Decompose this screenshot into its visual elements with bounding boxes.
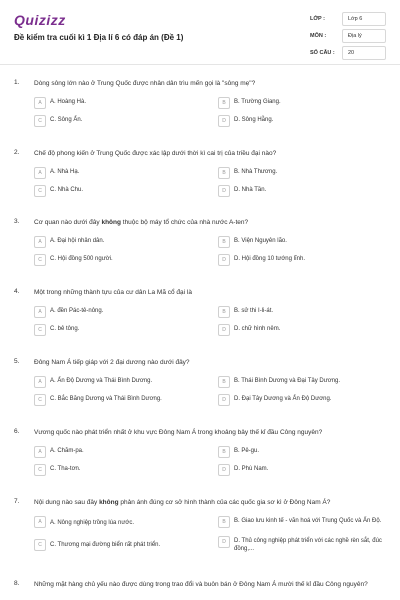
option-letter-d: D (218, 324, 230, 336)
option[interactable] (218, 516, 398, 528)
option-letter-a: A (34, 376, 46, 388)
option-text: A. đền Pác-tê-nông. (50, 308, 104, 314)
option[interactable] (218, 324, 398, 336)
meta-value-class: Lớp 6 (342, 12, 386, 26)
meta-value-subject: Địa lý (342, 29, 386, 43)
option[interactable] (218, 254, 398, 266)
option-text: D. Phù Nam. (234, 466, 269, 472)
option-letter-d: D (218, 394, 230, 406)
meta-row-count (310, 46, 386, 60)
option-letter-d: D (218, 115, 230, 127)
option-text: A. Chăm-pa. (50, 448, 84, 454)
option[interactable] (34, 324, 214, 336)
question-text: Một trong những thành tựu của cư dân La Mã cổ đại là (34, 289, 192, 296)
option-text: B. Giao lưu kinh tế - văn hoá với Trung Quốc và Ấn Độ. (234, 518, 382, 524)
option-text: C. Bắc Băng Dương và Thái Bình Dương. (50, 396, 162, 402)
option[interactable] (34, 97, 214, 109)
option-text: A. Hoàng Hà. (50, 99, 87, 105)
page-title: Đề kiểm tra cuối kì 1 Địa lí 6 có đáp án (Đề 1) (14, 33, 184, 42)
option[interactable] (218, 236, 398, 248)
question-text: Dòng sông lớn nào ở Trung Quốc được nhân dân trìu mến gọi là "sông mẹ"? (34, 80, 256, 87)
option-text: D. Nhà Tần. (234, 187, 267, 193)
option[interactable] (34, 516, 214, 528)
meta-value-count: 20 (342, 46, 386, 60)
option-letter-a: A (34, 306, 46, 318)
option-letter-a: A (34, 97, 46, 109)
options (34, 516, 386, 553)
meta-row-subject (310, 29, 386, 43)
option-text: C. Tha-tơn. (50, 466, 81, 472)
option-letter-d: D (218, 185, 230, 197)
options (34, 306, 386, 336)
option[interactable] (218, 167, 398, 179)
option-text: C. Thương mại đường biển rất phát triển. (50, 542, 161, 548)
option[interactable] (34, 254, 214, 266)
option[interactable] (34, 446, 214, 458)
option-text: A. Nông nghiệp trồng lúa nước. (50, 519, 135, 526)
question (0, 358, 400, 406)
option-letter-b: B (218, 167, 230, 179)
option-text: C. Sông Ấn. (50, 117, 83, 123)
option-text: B. sử thi I-li-át. (234, 308, 274, 314)
option-letter-c: C (34, 185, 46, 197)
option-letter-d: D (218, 536, 230, 548)
option-text: D. Thủ công nghiệp phát triển với các nghề rèn sắt, đúc đồng,... (234, 538, 382, 552)
option[interactable] (34, 376, 214, 388)
question-text: Chế độ phong kiến ở Trung Quốc được xác lập dưới thời kì cai trị của triều đại nào? (34, 150, 277, 157)
question-text: Vương quốc nào phát triển nhất ở khu vực Đông Nam Á trong khoảng bảy thế kỉ đầu Công nguyên? (34, 429, 323, 436)
option-letter-c: C (34, 539, 46, 551)
option-text: D. chữ hình nêm. (234, 326, 281, 332)
question-number: 6. (14, 428, 20, 435)
option-letter-c: C (34, 115, 46, 127)
option[interactable] (218, 376, 398, 388)
option[interactable] (34, 236, 214, 248)
option[interactable] (34, 306, 214, 318)
option-text: C. bê tông. (50, 326, 80, 332)
question-number: 2. (14, 149, 20, 156)
option-letter-b: B (218, 446, 230, 458)
question-number: 1. (14, 79, 20, 86)
question (0, 79, 400, 127)
option[interactable] (218, 446, 398, 458)
question-text: Nội dung nào sau đây không phản ánh đúng cơ sở hình thành của các quốc gia sơ kì ở Đông Nam Á? (34, 499, 331, 506)
option-text: D. Đại Tây Dương và Ấn Độ Dương. (234, 396, 332, 402)
question-text: Những mặt hàng chủ yếu nào được dùng trong trao đổi và buôn bán ở Đông Nam Á mười thế kỉ đầu Công nguyên? (34, 581, 368, 588)
option[interactable] (34, 167, 214, 179)
option[interactable] (34, 536, 214, 553)
option-letter-c: C (34, 394, 46, 406)
option[interactable] (218, 536, 398, 553)
meta-row-class (310, 12, 386, 26)
option[interactable] (34, 185, 214, 197)
option-text: A. Nhà Hạ. (50, 169, 80, 175)
option[interactable] (218, 394, 398, 406)
option-text: D. Hội đồng 10 tướng lĩnh. (234, 256, 305, 262)
option-letter-b: B (218, 516, 230, 528)
options (34, 376, 386, 406)
question (0, 149, 400, 197)
question (0, 498, 400, 553)
option-letter-c: C (34, 254, 46, 266)
option-letter-c: C (34, 464, 46, 476)
option-letter-a: A (34, 167, 46, 179)
question-number: 7. (14, 498, 20, 505)
option[interactable] (218, 464, 398, 476)
question-text: Cơ quan nào dưới đây không thuộc bộ máy tổ chức của nhà nước A-ten? (34, 219, 249, 226)
option-text: A. Đại hội nhân dân. (50, 238, 105, 244)
header (0, 0, 400, 65)
option-text: C. Nhà Chu. (50, 187, 84, 193)
meta-label: MÔN : (310, 33, 327, 39)
option[interactable] (34, 464, 214, 476)
option-text: B. Trường Giang. (234, 99, 281, 105)
question-number: 5. (14, 358, 20, 365)
option-letter-d: D (218, 464, 230, 476)
meta-label: LỚP : (310, 16, 325, 22)
option-letter-a: A (34, 446, 46, 458)
option-letter-b: B (218, 306, 230, 318)
option-letter-a: A (34, 236, 46, 248)
option-text: C. Hội đồng 500 người. (50, 256, 113, 262)
option[interactable] (218, 306, 398, 318)
option-text: B. Pê-gu. (234, 448, 260, 454)
question-number: 3. (14, 218, 20, 225)
option-letter-b: B (218, 376, 230, 388)
question-number: 4. (14, 288, 20, 295)
option-text: B. Viện Nguyên lão. (234, 238, 287, 244)
options (34, 446, 386, 476)
options (34, 236, 386, 266)
quizizz-logo: Quizizz (14, 12, 66, 28)
option-letter-b: B (218, 97, 230, 109)
question-text: Đông Nam Á tiếp giáp với 2 đại dương nào dưới đây? (34, 359, 190, 366)
option[interactable] (218, 185, 398, 197)
option-text: B. Nhà Thương. (234, 169, 278, 175)
option[interactable] (218, 115, 398, 127)
option-letter-d: D (218, 254, 230, 266)
meta-panel (310, 12, 386, 63)
question (0, 428, 400, 476)
question-number: 8. (14, 580, 20, 587)
option[interactable] (218, 97, 398, 109)
option[interactable] (34, 115, 214, 127)
options (34, 97, 386, 127)
option-letter-b: B (218, 236, 230, 248)
options (34, 167, 386, 197)
question (0, 288, 400, 336)
option[interactable] (34, 394, 214, 406)
option-letter-a: A (34, 516, 46, 528)
option-text: D. Sông Hằng. (234, 117, 274, 123)
option-text: A. Ấn Độ Dương và Thái Bình Dương. (50, 378, 153, 384)
question (0, 218, 400, 266)
option-text: B. Thái Bình Dương và Đại Tây Dương. (234, 378, 341, 384)
question (0, 580, 400, 589)
meta-label: SỐ CÂU : (310, 50, 335, 56)
option-letter-c: C (34, 324, 46, 336)
